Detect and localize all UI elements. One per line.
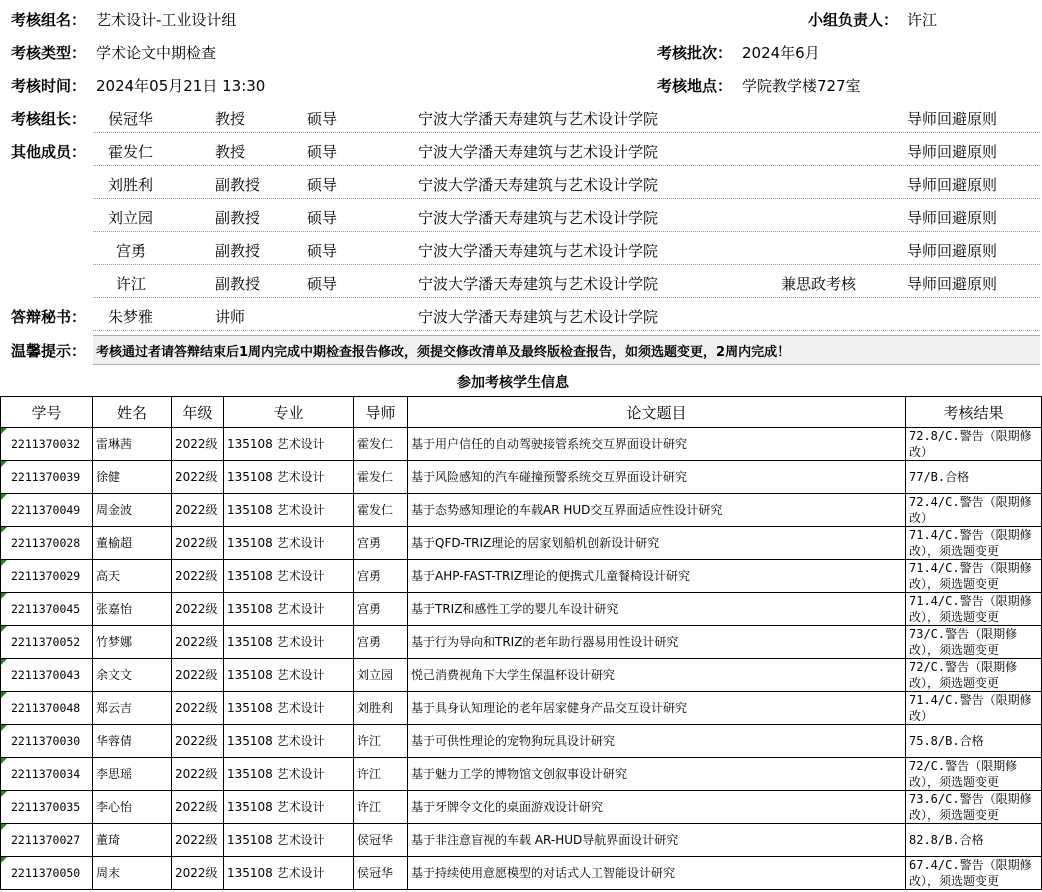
- cell-id: 2211370048: [1, 692, 93, 725]
- time-value: 2024年05月21日 13:30: [96, 77, 266, 95]
- cell-name: 雷琳茜: [93, 428, 172, 461]
- leader-label: 小组负责人：: [808, 11, 899, 29]
- notice-text: 考核通过者请答辩结束后1周内完成中期检查报告修改，须提交修改清单及最终版检查报告，如须选题变更，2周内完成！: [96, 345, 791, 360]
- cell-major: 135108 艺术设计: [224, 494, 354, 527]
- cell-name: 徐健: [93, 461, 172, 494]
- member-title: 副教授: [215, 275, 261, 293]
- cell-advisor: 侯冠华: [354, 824, 408, 857]
- col-header-name: 姓名: [93, 397, 172, 428]
- member-org: 宁波大学潘天寿建筑与艺术设计学院: [418, 143, 659, 161]
- cell-id: 2211370039: [1, 461, 93, 494]
- member-title: 副教授: [215, 176, 261, 194]
- cell-major: 135108 艺术设计: [224, 857, 354, 890]
- cell-name: 周末: [93, 857, 172, 890]
- cell-advisor: 刘胜利: [354, 692, 408, 725]
- col-header-advisor: 导师: [354, 397, 408, 428]
- member-rule: 导师回避原则: [907, 209, 998, 227]
- table-row: [1, 593, 1042, 626]
- table-row: [1, 428, 1042, 461]
- cell-name: 张嘉怡: [93, 593, 172, 626]
- member-role: 硕导: [307, 110, 338, 128]
- member-role: 硕导: [307, 143, 338, 161]
- cell-topic: 基于牙牌令文化的桌面游戏设计研究: [408, 791, 906, 824]
- table-row: [1, 560, 1042, 593]
- member-org: 宁波大学潘天寿建筑与艺术设计学院: [418, 242, 659, 260]
- cell-advisor: 霍发仁: [354, 428, 408, 461]
- cell-result: 71.4/C.警告（限期修改），须选题变更: [906, 527, 1042, 560]
- cell-advisor: 宫勇: [354, 560, 408, 593]
- member-org: 宁波大学潘天寿建筑与艺术设计学院: [418, 110, 659, 128]
- cell-grade: 2022级: [172, 758, 224, 791]
- table-header-row: [1, 397, 1042, 428]
- cell-name: 高天: [93, 560, 172, 593]
- cell-id: 2211370034: [1, 758, 93, 791]
- cell-name: 竹梦娜: [93, 626, 172, 659]
- group-value: 艺术设计-工业设计组: [96, 11, 237, 29]
- cell-topic: 悦己消费视角下大学生保温杯设计研究: [408, 659, 906, 692]
- table-row: [1, 461, 1042, 494]
- cell-grade: 2022级: [172, 560, 224, 593]
- cell-topic: 基于用户信任的自动驾驶接管系统交互界面设计研究: [408, 428, 906, 461]
- member-note: 兼思政考核: [781, 275, 857, 293]
- table-row: [1, 692, 1042, 725]
- cell-id: 2211370030: [1, 725, 93, 758]
- cell-result: 73/C.警告（限期修改），须选题变更: [906, 626, 1042, 659]
- cell-id: 2211370032: [1, 428, 93, 461]
- table-row: [1, 659, 1042, 692]
- table-row: [1, 527, 1042, 560]
- cell-grade: 2022级: [172, 494, 224, 527]
- table-row: [1, 857, 1042, 890]
- cell-major: 135108 艺术设计: [224, 758, 354, 791]
- cell-grade: 2022级: [172, 824, 224, 857]
- member-rule: 导师回避原则: [907, 110, 998, 128]
- member-name: 宫勇: [116, 242, 147, 260]
- row-separator: [93, 297, 1040, 298]
- member-role: 硕导: [307, 242, 338, 260]
- cell-major: 135108 艺术设计: [224, 527, 354, 560]
- cell-result: 71.4/C.警告（限期修改），须选题变更: [906, 593, 1042, 626]
- table-row: [1, 791, 1042, 824]
- cell-grade: 2022级: [172, 692, 224, 725]
- cell-topic: 基于风险感知的汽车碰撞预警系统交互界面设计研究: [408, 461, 906, 494]
- col-header-topic: 论文题目: [408, 397, 906, 428]
- cell-id: 2211370028: [1, 527, 93, 560]
- cell-result: 67.4/C.警告（限期修改），须选题变更: [906, 857, 1042, 890]
- place-value: 学院教学楼727室: [742, 77, 861, 95]
- col-header-grade: 年级: [172, 397, 224, 428]
- cell-major: 135108 艺术设计: [224, 626, 354, 659]
- col-header-major: 专业: [224, 397, 354, 428]
- cell-topic: 基于魅力工学的博物馆文创叙事设计研究: [408, 758, 906, 791]
- type-value: 学术论文中期检查: [96, 44, 217, 62]
- cell-advisor: 宫勇: [354, 527, 408, 560]
- cell-result: 72.8/C.警告（限期修改）: [906, 428, 1042, 461]
- cell-grade: 2022级: [172, 428, 224, 461]
- cell-advisor: 许江: [354, 758, 408, 791]
- col-header-result: 考核结果: [906, 397, 1042, 428]
- table-row: [1, 494, 1042, 527]
- cell-topic: 基于TRIZ和感性工学的婴儿车设计研究: [408, 593, 906, 626]
- cell-topic: 基于AHP-FAST-TRIZ理论的便携式儿童餐椅设计研究: [408, 560, 906, 593]
- member-org: 宁波大学潘天寿建筑与艺术设计学院: [418, 209, 659, 227]
- notice-label: 温馨提示：: [11, 342, 87, 360]
- cell-result: 73.6/C.警告（限期修改），须选题变更: [906, 791, 1042, 824]
- member-title: 教授: [215, 110, 246, 128]
- cell-result: 71.4/C.警告（限期修改）: [906, 692, 1042, 725]
- member-name: 刘胜利: [108, 176, 154, 194]
- member-name: 刘立园: [108, 209, 154, 227]
- member-title: 副教授: [215, 242, 261, 260]
- cell-result: 72/C.警告（限期修改），须选题变更: [906, 758, 1042, 791]
- cell-id: 2211370052: [1, 626, 93, 659]
- students-title: 参加考核学生信息: [457, 375, 569, 391]
- secretary-org: 宁波大学潘天寿建筑与艺术设计学院: [418, 308, 659, 326]
- row-separator: [93, 330, 1040, 331]
- member-org: 宁波大学潘天寿建筑与艺术设计学院: [418, 275, 659, 293]
- cell-result: 82.8/B.合格: [906, 824, 1042, 857]
- cell-major: 135108 艺术设计: [224, 461, 354, 494]
- member-name: 霍发仁: [108, 143, 154, 161]
- secretary-label: 答辩秘书：: [11, 308, 87, 326]
- col-header-id: 学号: [1, 397, 93, 428]
- cell-id: 2211370029: [1, 560, 93, 593]
- member-rule: 导师回避原则: [907, 275, 998, 293]
- cell-advisor: 许江: [354, 791, 408, 824]
- row-separator: [93, 264, 1040, 265]
- member-org: 宁波大学潘天寿建筑与艺术设计学院: [418, 176, 659, 194]
- cell-advisor: 霍发仁: [354, 494, 408, 527]
- cell-name: 周金波: [93, 494, 172, 527]
- cell-topic: 基于持续使用意愿模型的对话式人工智能设计研究: [408, 857, 906, 890]
- batch-label: 考核批次：: [657, 44, 733, 62]
- cell-result: 71.4/C.警告（限期修改），须选题变更: [906, 560, 1042, 593]
- batch-value: 2024年6月: [742, 44, 820, 62]
- cell-major: 135108 艺术设计: [224, 560, 354, 593]
- cell-grade: 2022级: [172, 857, 224, 890]
- cell-topic: 基于具身认知理论的老年居家健身产品交互设计研究: [408, 692, 906, 725]
- member-rule: 导师回避原则: [907, 143, 998, 161]
- leader-value: 许江: [907, 11, 938, 29]
- cell-major: 135108 艺术设计: [224, 791, 354, 824]
- table-row: [1, 824, 1042, 857]
- cell-topic: 基于态势感知理论的车载AR HUD交互界面适应性设计研究: [408, 494, 906, 527]
- cell-advisor: 宫勇: [354, 593, 408, 626]
- row-separator: [93, 231, 1040, 232]
- cell-id: 2211370045: [1, 593, 93, 626]
- cell-grade: 2022级: [172, 626, 224, 659]
- cell-id: 2211370027: [1, 824, 93, 857]
- cell-result: 77/B.合格: [906, 461, 1042, 494]
- cell-id: 2211370050: [1, 857, 93, 890]
- cell-major: 135108 艺术设计: [224, 659, 354, 692]
- cell-name: 华蓉倩: [93, 725, 172, 758]
- committee-head-label: 考核组长：: [11, 110, 87, 128]
- cell-name: 董榆超: [93, 527, 172, 560]
- row-separator: [93, 198, 1040, 199]
- cell-grade: 2022级: [172, 527, 224, 560]
- member-name: 侯冠华: [108, 110, 154, 128]
- committee-others-label: 其他成员：: [11, 143, 87, 161]
- row-separator: [93, 165, 1040, 166]
- cell-grade: 2022级: [172, 593, 224, 626]
- cell-id: 2211370043: [1, 659, 93, 692]
- cell-name: 余文文: [93, 659, 172, 692]
- cell-grade: 2022级: [172, 725, 224, 758]
- cell-topic: 基于非注意盲视的车载 AR-HUD导航界面设计研究: [408, 824, 906, 857]
- secretary-name: 朱梦雅: [108, 308, 154, 326]
- member-name: 许江: [116, 275, 147, 293]
- cell-major: 135108 艺术设计: [224, 593, 354, 626]
- cell-advisor: 霍发仁: [354, 461, 408, 494]
- cell-major: 135108 艺术设计: [224, 725, 354, 758]
- cell-grade: 2022级: [172, 791, 224, 824]
- cell-major: 135108 艺术设计: [224, 824, 354, 857]
- students-table: [0, 396, 1042, 890]
- place-label: 考核地点：: [657, 77, 733, 95]
- member-title: 教授: [215, 143, 246, 161]
- group-label: 考核组名：: [11, 11, 87, 29]
- cell-advisor: 侯冠华: [354, 857, 408, 890]
- member-rule: 导师回避原则: [907, 242, 998, 260]
- cell-advisor: 宫勇: [354, 626, 408, 659]
- cell-major: 135108 艺术设计: [224, 692, 354, 725]
- cell-name: 董琦: [93, 824, 172, 857]
- table-row: [1, 758, 1042, 791]
- cell-grade: 2022级: [172, 461, 224, 494]
- cell-id: 2211370049: [1, 494, 93, 527]
- secretary-title: 讲师: [215, 308, 246, 326]
- cell-advisor: 许江: [354, 725, 408, 758]
- cell-topic: 基于行为导向和TRIZ的老年助行器易用性设计研究: [408, 626, 906, 659]
- table-row: [1, 626, 1042, 659]
- member-title: 副教授: [215, 209, 261, 227]
- member-role: 硕导: [307, 176, 338, 194]
- cell-name: 郑云吉: [93, 692, 172, 725]
- cell-result: 72/C.警告（限期修改），须选题变更: [906, 659, 1042, 692]
- cell-result: 75.8/B.合格: [906, 725, 1042, 758]
- member-rule: 导师回避原则: [907, 176, 998, 194]
- row-separator: [93, 132, 1040, 133]
- cell-grade: 2022级: [172, 659, 224, 692]
- time-label: 考核时间：: [11, 77, 87, 95]
- member-role: 硕导: [307, 275, 338, 293]
- type-label: 考核类型：: [11, 44, 87, 62]
- cell-name: 李心怡: [93, 791, 172, 824]
- cell-advisor: 刘立园: [354, 659, 408, 692]
- cell-topic: 基于QFD-TRIZ理论的居家划船机创新设计研究: [408, 527, 906, 560]
- table-row: [1, 725, 1042, 758]
- cell-name: 李思瑶: [93, 758, 172, 791]
- member-role: 硕导: [307, 209, 338, 227]
- cell-topic: 基于可供性理论的宠物狗玩具设计研究: [408, 725, 906, 758]
- cell-result: 72.4/C.警告（限期修改）: [906, 494, 1042, 527]
- cell-id: 2211370035: [1, 791, 93, 824]
- cell-major: 135108 艺术设计: [224, 428, 354, 461]
